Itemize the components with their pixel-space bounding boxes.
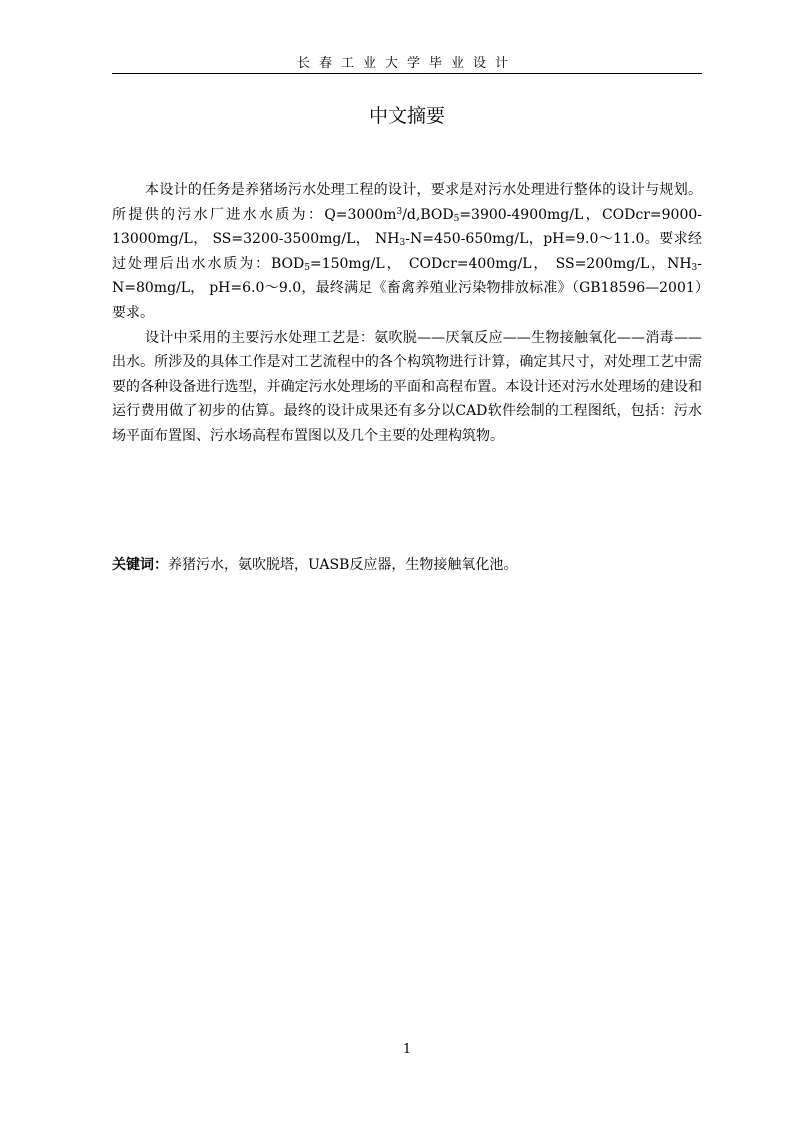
- header-rule: [112, 73, 702, 74]
- p1-text-f: -N=80mg/L， pH=6.0～9.0，最终满足《畜禽养殖业污染物排放标准》（GB18596—2001）要求。: [112, 255, 702, 321]
- p1-sub-e: 3: [691, 262, 698, 273]
- p1-sub-c: 3: [399, 238, 406, 249]
- p1-text-c: =3900-4900mg/L，CODcr=9000-13000mg/L， SS=3200-3500mg/L， NH: [112, 206, 702, 248]
- p1-sup-a: 3: [396, 206, 403, 217]
- abstract-body: [112, 178, 702, 449]
- keywords-line: [112, 553, 702, 577]
- keywords-label: 关键词：: [112, 557, 168, 573]
- abstract-title: 中文摘要: [368, 105, 445, 127]
- p1-text-a: 本设计的任务是养猪场污水处理工程的设计，要求是对污水处理进行整体的设计与规划。所提供的污水厂进水水质为：Q=3000m: [112, 182, 702, 223]
- p1-sub-d: 5: [304, 262, 310, 273]
- p1-text-d: -N=450-650mg/L，pH=9.0～11.0。要求经过处理后出水水质为：BOD: [112, 231, 702, 272]
- page-header: 长春工业大学毕业设计: [296, 56, 517, 71]
- p1-text-b: /d,BOD: [402, 206, 454, 223]
- keywords-text: 养猪污水，氨吹脱塔，UASB反应器，生物接触氧化池。: [168, 557, 518, 573]
- page-number: 1: [402, 1042, 412, 1057]
- abstract-paragraph-1: [112, 178, 702, 326]
- p1-text-e: =150mg/L， CODcr=400mg/L， SS=200mg/L，NH: [309, 255, 692, 272]
- p1-sub-b: 5: [453, 213, 460, 224]
- abstract-paragraph-2: 设计中采用的主要污水处理工艺是：氨吹脱——厌氧反应——生物接触氧化——消毒——出水。所涉及的具体工作是对工艺流程中的各个构筑物进行计算，确定其尺寸，对处理工艺中需要的各种设备进行选型，并确定污水处理场的平面和高程布置。本设计还对污水处理场的建设和运行费用做了初步的估算。最终的设计成果还有多分以CAD软件绘制的工程图纸，包括：污水场平面布置图、污水场高程布置图以及几个主要的处理构筑物。: [112, 329, 702, 444]
